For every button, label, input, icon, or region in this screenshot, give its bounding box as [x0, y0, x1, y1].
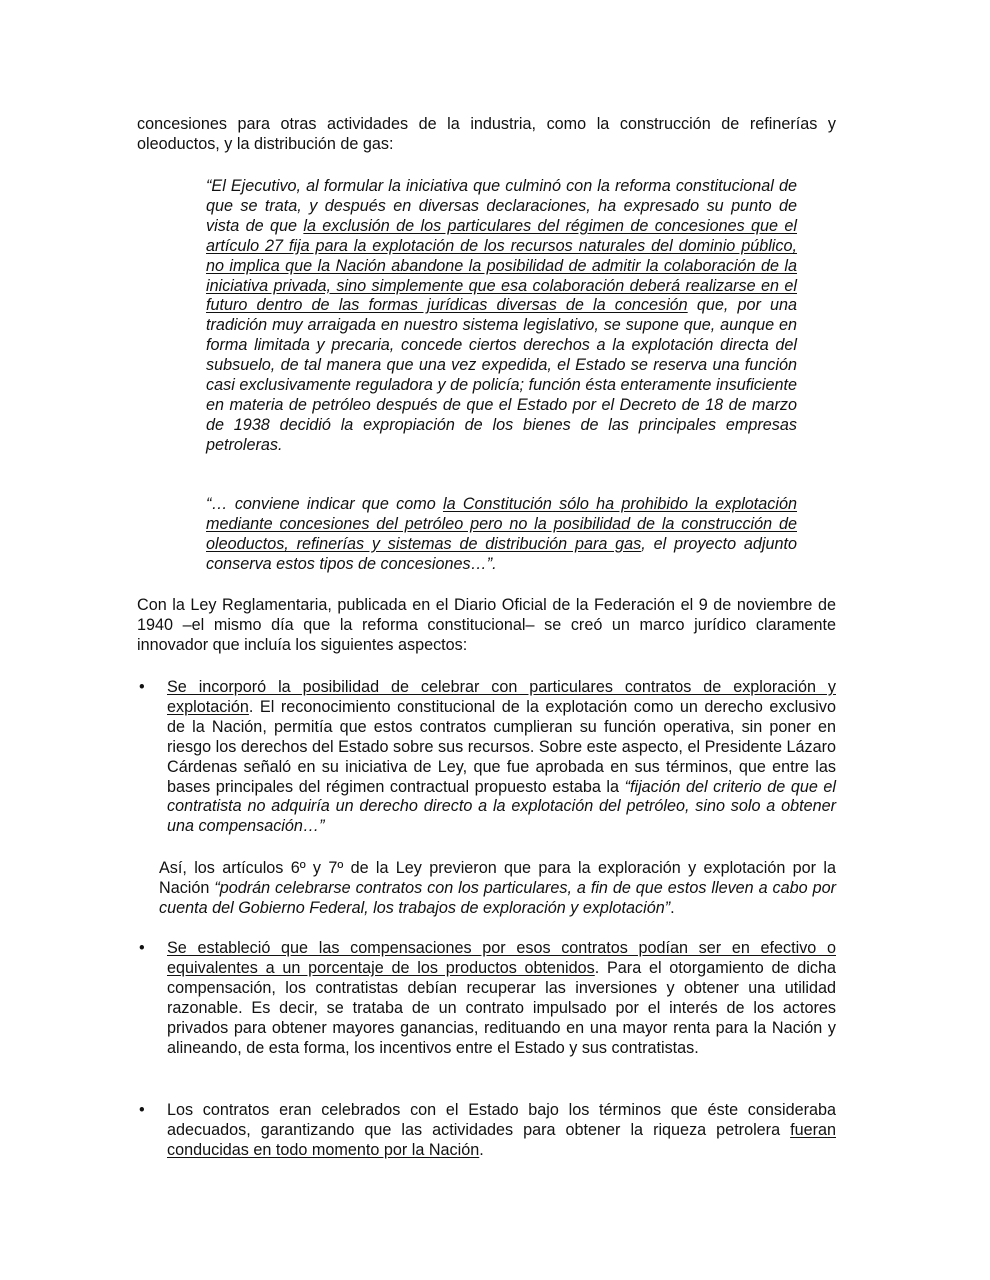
text: Con la Ley Reglamentaria, publicada en el Diario Oficial de la Federación el 9 de noviembre de 1940 –el mismo día que la reforma constitucional– se creó un marco jurídico claramente innovador que incluía los siguientes aspectos:: [137, 596, 836, 654]
italic-quote: “podrán celebrarse contratos con los particulares, a fin de que estos lleven a cabo por cuenta del Gobierno Federal, los trabajos de exploración y explotación”: [159, 878, 836, 917]
text: .: [479, 1140, 484, 1159]
text: , el proyecto adjunto conserva estos tipos de concesiones…”.: [206, 534, 797, 573]
bullet-marker: •: [139, 1101, 145, 1119]
bullet-marker: •: [139, 939, 145, 957]
bullet-item-3: [167, 1101, 836, 1161]
underlined-text: Se estableció que las compensaciones por esos contratos podían ser en efectivo o equivalentes a un porcentaje de los productos obtenidos: [167, 939, 836, 977]
text: .: [670, 898, 675, 917]
bullet-item-1: [167, 678, 836, 837]
text: que, por una tradición muy arraigada en nuestro sistema legislativo, se supone que, aunque en forma limitada y precaria, concede ciertos derechos a la explotación directa del subsuelo, de tal manera que una vez expedida, el Estado se reserva una función casi exclusivamente reguladora y de policía; función ésta enteramente insuficiente en materia de petróleo después de que el Estado por el Decreto de 18 de marzo de 1938 decidió la expropiación de los bienes de las principales empresas petroleras.: [206, 296, 797, 454]
underlined-text: Se incorporó la posibilidad de celebrar con particulares contratos de exploración y explotación: [167, 678, 836, 716]
bullet-marker: •: [139, 678, 145, 696]
underlined-text: la exclusión de los particulares del régimen de concesiones que el artículo 27 fija para la explotación de los recursos naturales del dominio público, no implica que la Nación abandone la posibilidad de admitir la colaboración de la iniciativa privada, sino simplemente que esa colaboración deberá realizarse en el futuro dentro de las formas jurídicas diversas de la concesión: [206, 216, 797, 315]
blockquote-2: [206, 495, 797, 575]
underlined-text: la Constitución sólo ha prohibido la explotación mediante concesiones del petróleo pero no la posibilidad de la construcción de oleoductos, refinerías y sistemas de distribución para gas: [206, 495, 798, 553]
blockquote-1: [206, 177, 797, 456]
paragraph-intro: [137, 115, 836, 155]
paragraph-articulos: [159, 859, 836, 919]
text: . El reconocimiento constitucional de la explotación como un derecho exclusivo de la Nación, permitía que estos contratos cumplieran su función operativa, sin poner en riesgo los derechos del Estado sobre sus recursos. Sobre este aspecto, el Presidente Lázaro Cárdenas señaló en su iniciativa de Ley, que fue aprobada en sus términos, que entre las bases principales del régimen contractual propuesto estaba la: [167, 697, 836, 796]
text: Así, los artículos 6º y 7º de la Ley previeron que para la exploración y explotación por la Nación: [159, 859, 836, 897]
bullet-item-2: [167, 939, 836, 1058]
text: “… conviene indicar que como: [206, 495, 443, 513]
italic-quote: “fijación del criterio de que el contratista no adquiría un derecho directo a la explotación del petróleo, sino solo a obtener una compensación…”: [167, 777, 836, 836]
paragraph-ley-reglamentaria: [137, 596, 836, 656]
underlined-text: fueran conducidas en todo momento por la Nación: [167, 1120, 836, 1159]
text: concesiones para otras actividades de la industria, como la construcción de refinerías y oleoductos, y la distribución de gas:: [137, 115, 836, 153]
text: . Para el otorgamiento de dicha compensación, los contratistas debían recuperar las inversiones y obtener una utilidad razonable. Es decir, se trataba de un contrato impulsado por el interés de los actores privados para obtener mayores ganancias, redituando en una mayor renta para la Nación y alineando, de esta forma, los incentivos entre el Estado y sus contratistas.: [167, 958, 836, 1057]
text: Los contratos eran celebrados con el Estado bajo los términos que éste consideraba adecuados, garantizando que las actividades para obtener la riqueza petrolera: [167, 1101, 836, 1139]
text: “El Ejecutivo, al formular la iniciativa que culminó con la reforma constitucional de que se trata, y después en diversas declaraciones, ha expresado su punto de vista de que: [206, 177, 797, 235]
